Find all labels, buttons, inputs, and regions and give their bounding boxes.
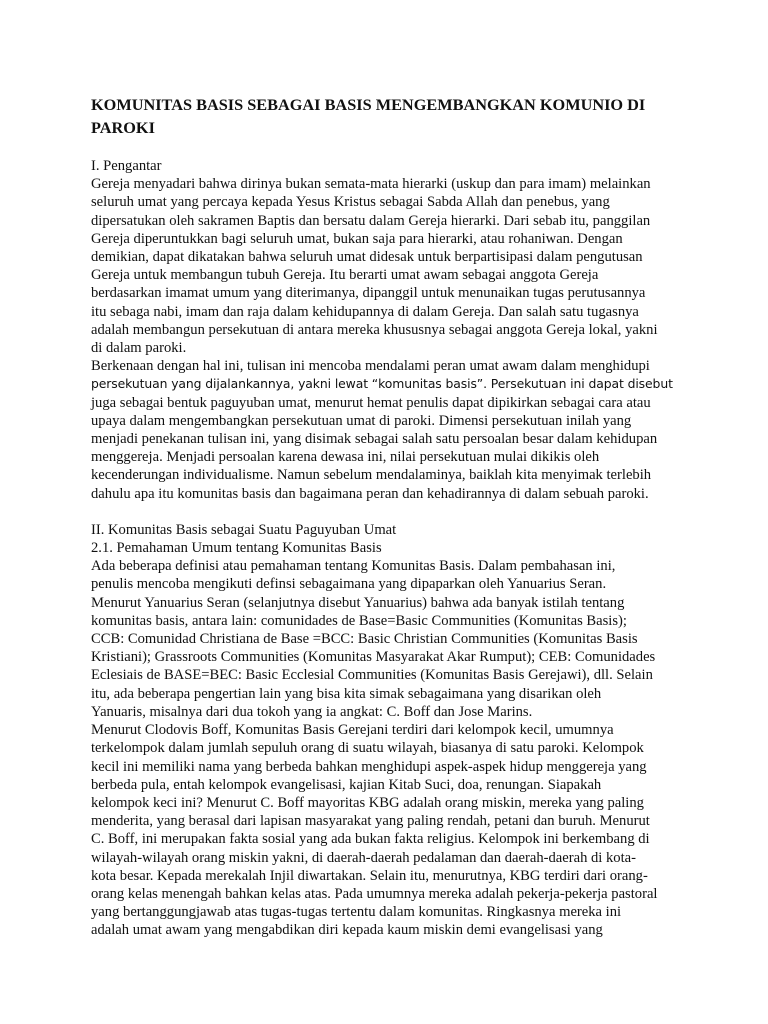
paragraph-line: CCB: Comunidad Christiana de Base =BCC: Basic Christian Communities (Komunitas Basis: [91, 631, 638, 648]
paragraph-line: Gereja untuk membangun tubuh Gereja. Itu berarti umat awam sebagai anggota Gereja: [91, 267, 599, 284]
paragraph-line: Gereja menyadari bahwa dirinya bukan semata-mata hierarki (uskup dan para imam) melainkan: [91, 176, 651, 193]
paragraph-line: Yanuaris, misalnya dari dua tokoh yang ia angkat: C. Boff dan Jose Marins.: [91, 703, 533, 720]
paragraph-line: berdasarkan imamat umum yang diterimanya, dipanggil untuk menunaikan tugas perutusannya: [91, 285, 646, 302]
document-title: [91, 94, 691, 139]
paragraph-line: Gereja diperuntukkan bagi seluruh umat, bukan saja para hierarki, atau rohaniwan. Dengan: [91, 230, 623, 247]
paragraph-line: adalah umat awam yang mengabdikan diri kepada kaum miskin demi evangelisasi yang: [91, 922, 603, 939]
paragraph-line: Berkenaan dengan hal ini, tulisan ini mencoba mendalami peran umat awam dalam menghidupi: [91, 358, 650, 375]
paragraph-line: kelompok keci ini? Menurut C. Boff mayoritas KBG adalah orang miskin, mereka yang paling: [91, 794, 644, 811]
subsection-heading: 2.1. Pemahaman Umum tentang Komunitas Basis: [91, 540, 382, 557]
paragraph-line: itu, ada beberapa pengertian lain yang bisa kita simak sebagaimana yang disarikan oleh: [91, 685, 602, 702]
paragraph-line: menjadi penekanan tulisan ini, yang disimak sebagai salah satu persoalan besar dalam kehidupan: [91, 431, 658, 448]
paragraph-line: orang kelas menengah bahkan kelas atas. Pada umumnya mereka adalah pekerja-pekerja pastoral: [91, 885, 658, 902]
paragraph-line: kecenderungan individualisme. Namun sebelum mendalaminya, baiklah kita menyimak terlebih: [91, 467, 652, 484]
section-heading: II. Komunitas Basis sebagai Suatu Paguyuban Umat: [91, 521, 397, 538]
paragraph-line: Ada beberapa definisi atau pemahaman tentang Komunitas Basis. Dalam pembahasan ini,: [91, 558, 616, 575]
title-line: PAROKI: [91, 117, 155, 137]
paragraph-line: penulis mencoba mengikuti definsi sebagaimana yang dipaparkan oleh Yanuarius Seran.: [91, 576, 607, 593]
paragraph-line: upaya dalam mengembangkan persekutuan umat di paroki. Dimensi persekutuan inilah yang: [91, 412, 632, 429]
section-pengantar: [91, 157, 691, 503]
section-spacer: [91, 503, 691, 521]
paragraph-line: Kristiani); Grassroots Communities (Komunitas Masyarakat Akar Rumput); CEB: Comunidades: [91, 649, 656, 666]
paragraph-line: menderita, yang berasal dari lapisan masyarakat yang paling rendah, petani dan buruh. Menurut: [91, 813, 650, 830]
paragraph-line: Menurut Yanuarius Seran (selanjutnya disebut Yanuarius) bahwa ada banyak istilah tentang: [91, 594, 625, 611]
paragraph-line: terkelompok dalam jumlah sepuluh orang di suatu wilayah, biasanya di satu paroki. Kelompok: [91, 740, 644, 757]
paragraph-line: dipersatukan oleh sakramen Baptis dan bersatu dalam Gereja hierarki. Dari sebab itu, panggilan: [91, 212, 651, 229]
paragraph-line: juga sebagai bentuk paguyuban umat, menurut hemat penulis dapat dipikirkan sebagai cara atau: [91, 394, 651, 411]
paragraph-line: C. Boff, ini merupakan fakta sosial yang ada bukan fakta religius. Kelompok ini berkembang di: [91, 831, 650, 848]
title-line: KOMUNITAS BASIS SEBAGAI BASIS MENGEMBANGKAN KOMUNIO DI: [91, 95, 646, 114]
paragraph-line: seluruh umat yang percaya kepada Yesus Kristus sebagai Sabda Allah dan penebus, yang: [91, 194, 610, 211]
paragraph-line: itu sebaga nabi, imam dan raja dalam kehidupannya di dalam Gereja. Dan salah satu tugasnya: [91, 303, 639, 320]
document-body: [91, 94, 691, 940]
paragraph-line: adalah membangun persekutuan di antara mereka khususnya sebagai anggota Gereja lokal, yakni: [91, 321, 658, 338]
paragraph-line: demikian, dapat dikatakan bahwa seluruh umat didesak untuk berpartisipasi dalam pengutusan: [91, 249, 643, 266]
paragraph-line: Eclesiais de BASE=BEC: Basic Ecclesial Communities (Komunitas Basis Gerejawi), dll. Selain: [91, 667, 653, 684]
paragraph-line: menggereja. Menjadi persoalan karena dewasa ini, nilai persekutuan mulai dikikis oleh: [91, 449, 600, 466]
paragraph-line: komunitas basis, antara lain: comunidades de Base=Basic Communities (Komunitas Basis);: [91, 612, 627, 629]
paragraph-line: berbeda pula, entah kelompok evangelisasi, kajian Kitab Suci, doa, renungan. Siapakah: [91, 776, 602, 793]
paragraph-line: yang bertanggungjawab atas tugas-tugas tertentu dalam komunitas. Ringkasnya mereka ini: [91, 904, 622, 921]
paragraph-line: kota besar. Kepada merekalah Injil diwartakan. Selain itu, menurutnya, KBG terdiri dari orang-: [91, 867, 648, 884]
paragraph-line: wilayah-wilayah orang miskin yakni, di daerah-daerah pedalaman dan daerah-daerah di kota-: [91, 849, 636, 866]
paragraph-line: di dalam paroki.: [91, 340, 187, 357]
section-komunitas-basis: [91, 521, 691, 940]
paragraph-line: Menurut Clodovis Boff, Komunitas Basis Gerejani terdiri dari kelompok kecil, umumnya: [91, 722, 614, 739]
paragraph-line: kecil ini memiliki nama yang berbeda bahkan menghidupi aspek-aspek hidup menggereja yang: [91, 758, 647, 775]
paragraph-line: dahulu apa itu komunitas basis dan bagaimana peran dan kehadirannya di dalam sebuah paroki.: [91, 485, 649, 502]
section-heading: I. Pengantar: [91, 158, 162, 174]
paragraph-line: persekutuan yang dijalankannya, yakni lewat “komunitas basis”. Persekutuan ini dapat disebut: [91, 376, 673, 392]
